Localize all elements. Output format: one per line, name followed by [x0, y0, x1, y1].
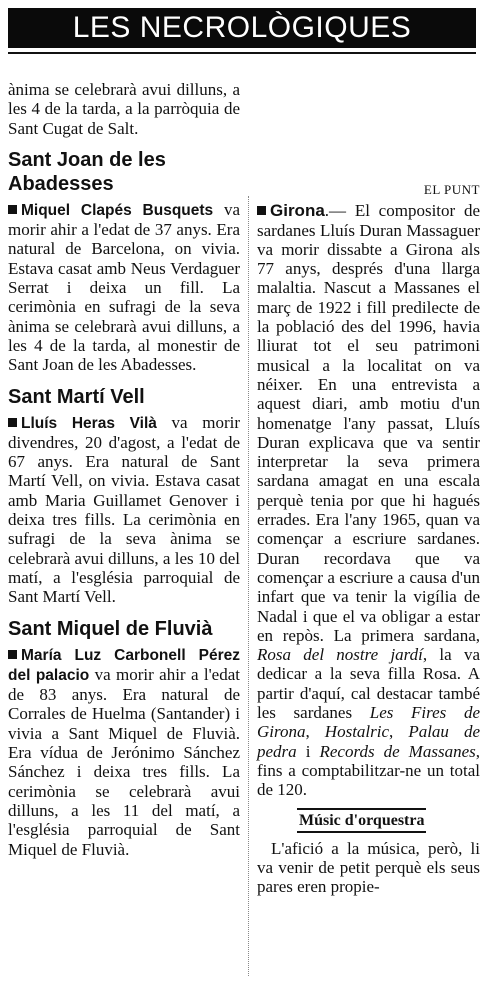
bullet-square-icon: [8, 205, 17, 214]
separator: ,: [305, 722, 325, 742]
bullet-square-icon: [8, 418, 17, 427]
separator: i: [296, 741, 320, 761]
section-header-bar: [8, 8, 476, 48]
obituary-entry: [8, 617, 240, 859]
entry-text: va morir ahir a l'edat de 37 anys. Era natural de Barcelona, on vivia. Estava casat amb Neus Verdaguer Serrat i deixa un fill. La cerimònia en sufragi de la seva ànima se celebrarà avui dilluns, a les 4 de la tarda, al monestir de Sant Joan de les Abadesses.: [8, 199, 240, 375]
entry-text: va morir ahir a l'edat de 83 anys. Era natural de Corrales de Huelma (Santander) i vivia a Sant Miquel de Fluvià. Era vídua de Jerónimo Sánchez Sánchez i deixa tres fills. La cerimònia se celebrarà avui dilluns, a les 11 del matí, a l'església parroquial de Sant Miquel de Fluvià.: [8, 664, 240, 859]
section-header: [0, 0, 485, 52]
section-title: LES NECROLÒGIQUES: [72, 11, 412, 44]
work-title: Les Fires de Girona: [257, 703, 480, 742]
intro-paragraph: ànima se celebrarà avui dilluns, a les 4 de la tarda, a la parròquia de Sant Cugat de Salt.: [8, 80, 240, 138]
work-title: Rosa del nostre jardí: [257, 645, 423, 665]
byline: EL PUNT: [423, 182, 480, 197]
entry-body: [8, 413, 240, 607]
deceased-name: Miquel Clapés Busquets: [21, 201, 214, 219]
left-column: [8, 80, 240, 859]
entry-body: [8, 645, 240, 859]
separator: ,: [389, 722, 409, 742]
dateline-place: Girona: [270, 201, 325, 221]
dateline-separator: .—: [324, 201, 355, 221]
article-body: [257, 201, 480, 799]
body-text: , fins a comptabilitzar-ne un total de 120.: [257, 741, 480, 800]
obituary-entry: [8, 385, 240, 607]
work-title: Records de Massanes: [319, 741, 476, 761]
subheading: Músic d'orquestra: [297, 808, 426, 833]
article-body-continued: L'afició a la música, però, li va venir de petit perquè els seus pares eren propie-: [257, 838, 480, 897]
right-column: [257, 180, 480, 897]
entry-heading: Sant Miquel de Fluvià: [8, 617, 213, 640]
bullet-square-icon: [257, 206, 266, 215]
body-text: , la va dedicar a la seva filla Rosa. A partir d'aquí, cal destacar també les sardanes: [257, 645, 480, 723]
work-title: Palau de pedra: [257, 722, 481, 761]
column-divider: [248, 196, 250, 976]
entry-heading: Sant Martí Vell: [8, 385, 145, 408]
bullet-square-icon: [8, 650, 17, 659]
deceased-name: María Luz Carbonell Pérez del palacio: [8, 646, 240, 684]
entry-text: va morir divendres, 20 d'agost, a l'edat de 67 anys. Era natural de Sant Martí Vell, on vivia. Estava casat amb Maria Guillamet Genover i deixa tres fills. La cerimònia en sufragi de la seva ànima se celebrarà avui dilluns, a les 10 del matí, a l'església parroquial de Sant Martí Vell.: [8, 412, 240, 607]
obituary-entry: [8, 148, 240, 375]
header-rule: [8, 52, 476, 54]
body-text: El compositor de sardanes Lluís Duran Massaguer va morir dissabte a Girona als 77 anys, després d'una llarga malaltia. Nascut a Massanes el març de 1922 i fill predilecte de la població des del 1996, havia lliurat tot el seu patrimoni musical a la localitat on va néixer. En una entrevista a aquest diari, amb motiu d'un homenatge l'any passat, Lluís Duran explicava que va sentir interpretar la seva primera sardana amagat en una escala perquè tenia por que hi hagués errades. Era l'any 1965, quan va començar a escriure sardanes. Duran recordava que va començar a escriure a causa d'un infart que va tenir la vigília de Nadal i que el va obligar a estar en repòs. La primera sardana,: [257, 201, 480, 645]
work-title: Hostalric: [324, 722, 390, 742]
deceased-name: Lluís Heras Vilà: [21, 414, 157, 432]
entry-body: [8, 200, 240, 375]
entry-heading: Sant Joan de les Abadesses: [8, 148, 166, 195]
